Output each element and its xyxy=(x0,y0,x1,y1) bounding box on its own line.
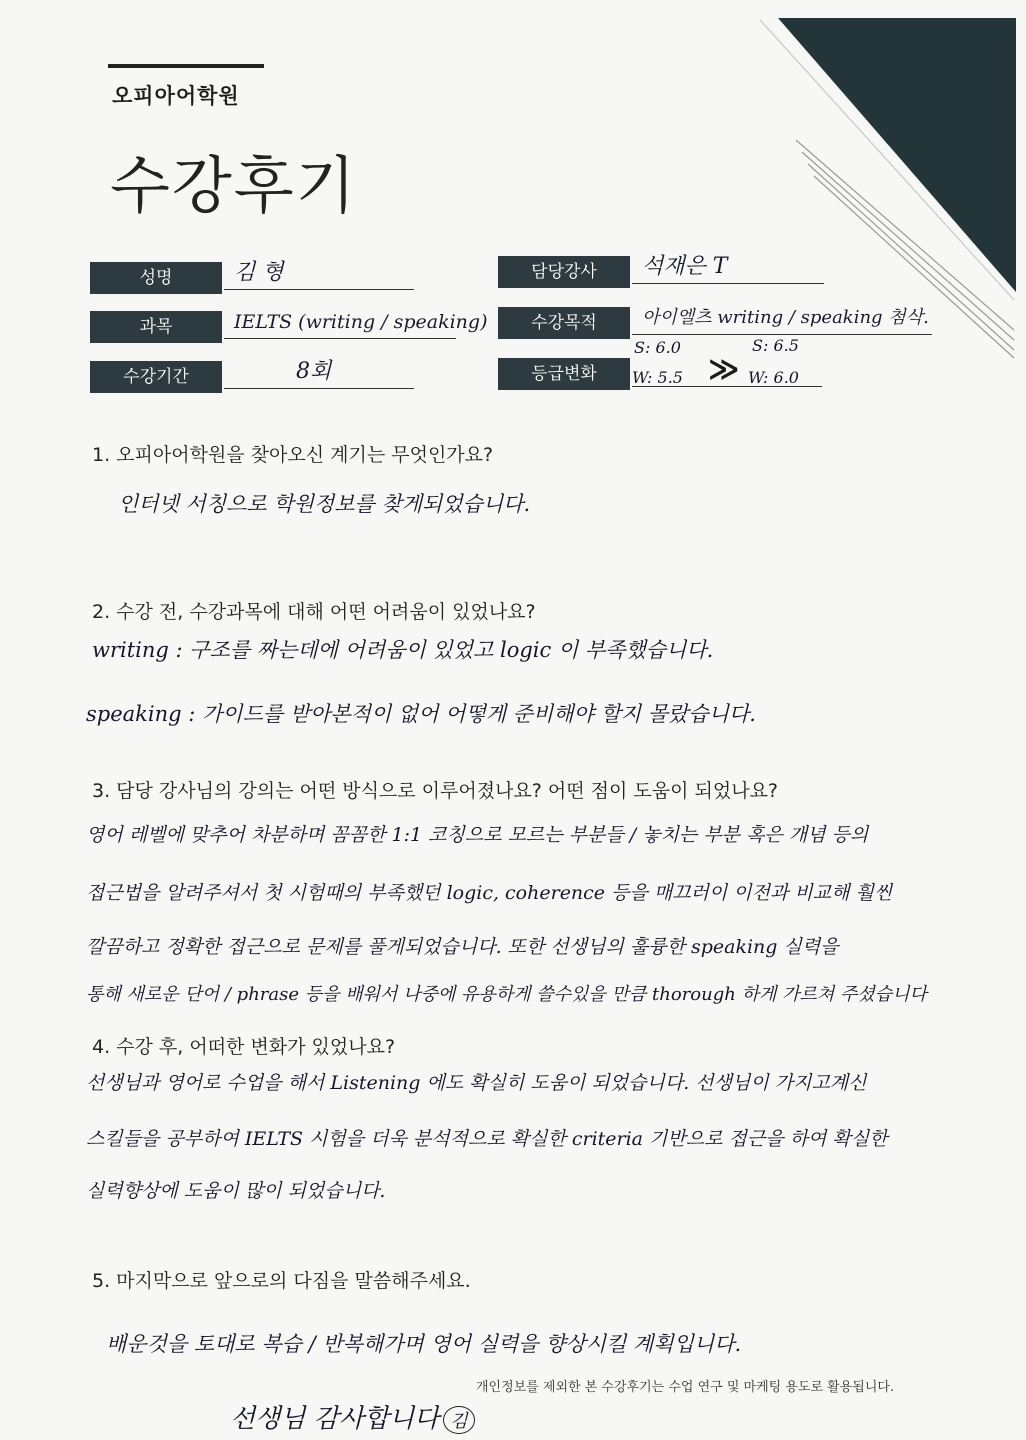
subject-value: IELTS (writing / speaking) xyxy=(224,305,456,339)
teacher-label: 담당강사 xyxy=(498,256,630,288)
grade-before-speaking: S: 6.0 xyxy=(634,338,681,357)
grade-before-writing: W: 5.5 xyxy=(632,368,683,387)
grade-after-speaking: S: 6.5 xyxy=(752,336,799,355)
grade-after-writing: W: 6.0 xyxy=(748,368,799,387)
question-3: 3. 담당 강사님의 강의는 어떤 방식으로 이루어졌나요? 어떤 점이 도움이 되었나요? xyxy=(92,780,779,802)
answer-2-speaking: speaking : 가이드를 받아본적이 없어 어떻게 준비해야 할지 몰랐습니다. xyxy=(86,702,756,726)
privacy-notice: 개인정보를 제외한 본 수강후기는 수업 연구 및 마케팅 용도로 활용됩니다. xyxy=(476,1380,895,1395)
signoff-text: 선생님 감사합니다 xyxy=(230,1404,440,1434)
answer-2-writing: writing : 구조를 짜는데에 어려움이 있었고 logic 이 부족했습니다. xyxy=(92,638,714,662)
page-title: 수강후기 xyxy=(110,149,358,222)
purpose-label: 수강목적 xyxy=(498,307,630,339)
name-value: 김 형 xyxy=(224,256,414,290)
answer-4-line-2: 스킬들을 공부하여 IELTS 시험을 더욱 분석적으로 확실한 criteria 기반으로 접근을 하여 확실한 xyxy=(86,1128,888,1150)
brand-name: 오피아어학원 xyxy=(112,84,240,108)
question-5: 5. 마지막으로 앞으로의 다짐을 말씀해주세요. xyxy=(92,1270,471,1292)
teacher-value: 석재은 T xyxy=(632,250,824,284)
answer-1: 인터넷 서칭으로 학원정보를 찾게되었습니다. xyxy=(118,492,531,516)
name-label: 성명 xyxy=(90,262,222,294)
purpose-value: 아이엘츠 writing / speaking 첨삭. xyxy=(632,301,932,335)
question-1: 1. 오피아어학원을 찾아오신 계기는 무엇인가요? xyxy=(92,444,494,466)
subject-label: 과목 xyxy=(90,311,222,343)
answer-3-line-1: 영어 레벨에 맞추어 차분하며 꼼꼼한 1:1 코칭으로 모르는 부분들 / 놓치는 부분 혹은 개념 등의 xyxy=(86,824,869,846)
signoff xyxy=(230,1398,475,1435)
period-value: 8회 xyxy=(224,355,414,389)
answer-5: 배운것을 토대로 복습 / 반복해가며 영어 실력을 향상시킬 계획입니다. xyxy=(106,1332,742,1356)
header-rule xyxy=(108,64,264,68)
answer-3-line-2: 접근법을 알려주셔서 첫 시험때의 부족했던 logic, coherence 등을 매끄러이 이전과 비교해 훨씬 xyxy=(86,882,893,904)
answer-3-line-4: 통해 새로운 단어 / phrase 등을 배워서 나중에 유용하게 쓸수있을 만큼 thorough 하게 가르쳐 주셨습니다 xyxy=(86,984,927,1005)
question-4: 4. 수강 후, 어떠한 변화가 있었나요? xyxy=(92,1036,396,1058)
grade-label: 등급변화 xyxy=(498,358,630,390)
answer-4-line-1: 선생님과 영어로 수업을 해서 Listening 에도 확실히 도움이 되었습니다. 선생님이 가지고계신 xyxy=(86,1072,867,1094)
answer-4-line-3: 실력향상에 도움이 많이 되었습니다. xyxy=(86,1180,386,1202)
grade-change-arrow: ≫ xyxy=(708,352,740,387)
question-2: 2. 수강 전, 수강과목에 대해 어떤 어려움이 있었나요? xyxy=(92,601,536,623)
period-label: 수강기간 xyxy=(90,361,222,393)
signoff-mark: 김 xyxy=(443,1406,474,1434)
answer-3-line-3: 깔끔하고 정확한 접근으로 문제를 풀게되었습니다. 또한 선생님의 훌륭한 speaking 실력을 xyxy=(86,936,839,958)
